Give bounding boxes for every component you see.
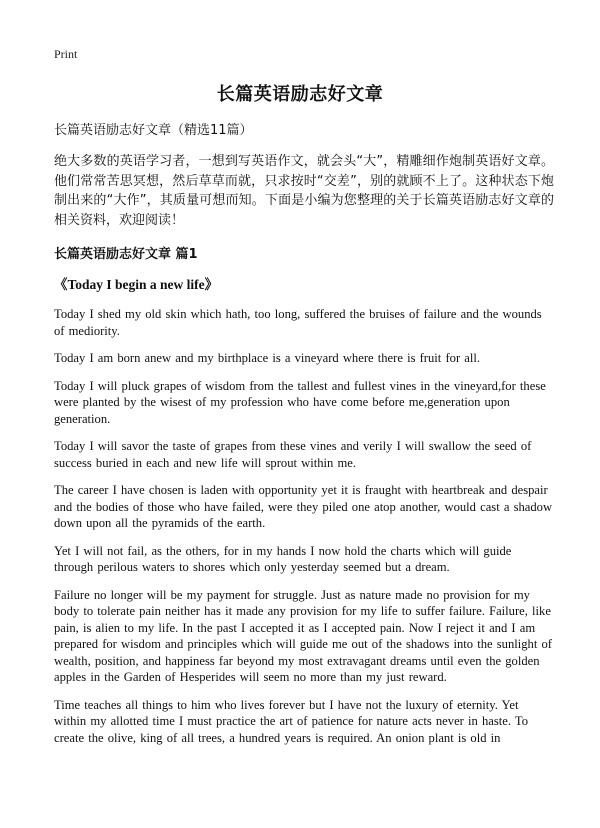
- body-paragraph: The career I have chosen is laden with opportunity yet it is fraught with heartbreak and despair and the bodies of those who have failed, were they piled one atop another, would cast a shadow down upon all the pyramids of the earth.: [54, 483, 553, 530]
- body-paragraph: Today I will savor the taste of grapes from these vines and verily I will swallow the seed of success buried in each and new life will sprout within me.: [54, 439, 532, 470]
- body-paragraph: Yet I will not fail, as the others, for in my hands I now hold the charts which will guide through perilous waters to shores which only yesterday seemed but a dream.: [54, 543, 512, 574]
- body-paragraph: Today I am born anew and my birthplace is a vineyard where there is fruit for all.: [54, 351, 481, 365]
- body-paragraph: Time teaches all things to him who lives forever but I have not the luxury of eternity. Yet within my allotted time I must practice the art of patience for nature acts never in haste. To create the olive, king of all trees, a hundred years is required. An onion plant is old in: [54, 697, 528, 745]
- body-paragraph: Today I will pluck grapes of wisdom from the tallest and fullest vines in the vineyard,for these were planted by the wisest of my profession who have come before me,generation upon generation.: [54, 378, 546, 426]
- body-paragraph: Today I shed my old skin which hath, too long, suffered the bruises of failure and the wounds of mediority.: [54, 307, 542, 338]
- body-paragraph: Failure no longer will be my payment for struggle. Just as nature made no provision for my body to tolerate pain neither has it made any provision for my life to suffer failure. Failure, like pain, is alien to my life. In the past I accepted it as I accepted pain. Now I reject it and I am prepared for wisdom and principles which will guide me out of the shadows into the sunlight of wealth, position, and happiness far beyond my most extravagant dreams until even the golden apples in the Garden of Hesperides will seem no more than my just reward.: [54, 587, 552, 684]
- document-title: 长篇英语励志好文章: [216, 84, 384, 105]
- article-title: 《Today I begin a new life》: [54, 277, 219, 292]
- document-body: [54, 122, 554, 757]
- section-heading: 长篇英语励志好文章 篇1: [54, 247, 198, 262]
- intro-paragraph: 绝大多数的英语学习者，一想到写英语作文，就会头“大”，精雕细作炮制英语好文章。他们常常苦思冥想，然后草草而就，只求按时“交差”，别的就顾不上了。这种状态下炮制出来的“大作”，其质量可想而知。下面是小编为您整理的关于长篇英语励志好文章的相关资料，欢迎阅读！: [54, 154, 554, 228]
- document-subtitle: 长篇英语励志好文章（精选11篇）: [54, 123, 253, 138]
- print-link[interactable]: Print: [54, 47, 78, 61]
